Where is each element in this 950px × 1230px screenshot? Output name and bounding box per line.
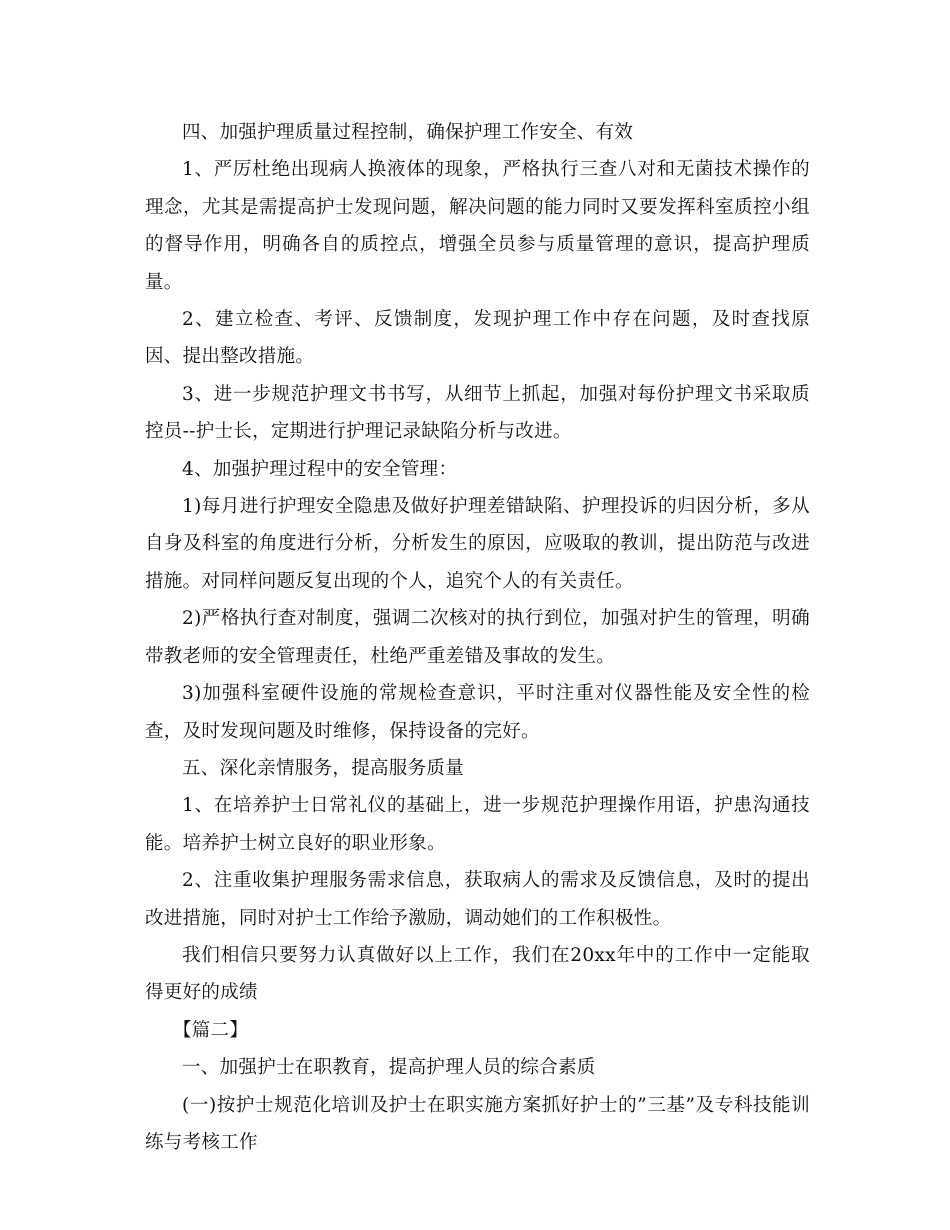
part-heading: 【篇二】 bbox=[173, 1019, 249, 1041]
paragraph: 3)加强科室硬件设施的常规检查意识，平时注重对仪器性能及安全性的检查，及时发现问题及时维修，保持设备的完好。 bbox=[145, 683, 810, 742]
paragraph: 4、加强护理过程中的安全管理： bbox=[182, 458, 458, 480]
paragraph: 1)每月进行护理安全隐患及做好护理差错缺陷、护理投诉的归因分析，多从自身及科室的角度进行分析，分析发生的原因，应吸取的教训，提出防范与改进措施。对同样问题反复出现的个人，追究个人的有关责任。 bbox=[145, 496, 810, 592]
paragraph: 2、建立检查、考评、反馈制度，发现护理工作中存在问题，及时查找原因、提出整改措施。 bbox=[145, 309, 810, 368]
paragraph: 3、进一步规范护理文书书写，从细节上抓起，加强对每份护理文书采取质控员--护士长，定期进行护理记录缺陷分析与改进。 bbox=[145, 383, 810, 443]
document-body bbox=[145, 114, 810, 1161]
section-heading-1: 一、加强护士在职教育，提高护理人员的综合素质 bbox=[182, 1057, 596, 1079]
paragraph: 1、在培养护士日常礼仪的基础上，进一步规范护理操作用语，护患沟通技能。培养护士树立良好的职业形象。 bbox=[145, 795, 810, 854]
paragraph: (一)按护士规范化培训及护士在职实施方案抓好护士的”三基”及专科技能训练与考核工作 bbox=[145, 1094, 810, 1153]
paragraph: 2)严格执行查对制度，强调二次核对的执行到位，加强对护生的管理，明确带教老师的安全管理责任，杜绝严重差错及事故的发生。 bbox=[145, 608, 810, 667]
paragraph: 1、严厉杜绝出现病人换液体的现象，严格执行三查八对和无菌技术操作的理念，尤其是需提高护士发现问题，解决问题的能力同时又要发挥科室质控小组的督导作用，明确各自的质控点，增强全员参与质量管理的意识，提高护理质量。 bbox=[145, 159, 810, 293]
section-heading-5: 五、深化亲情服务，提高服务质量 bbox=[182, 757, 465, 779]
paragraph: 我们相信只要努力认真做好以上工作，我们在20xx年中的工作中一定能取得更好的成绩 bbox=[145, 944, 810, 1004]
section-heading-4: 四、加强护理质量过程控制，确保护理工作安全、有效 bbox=[182, 122, 634, 143]
paragraph: 2、注重收集护理服务需求信息，获取病人的需求及反馈信息，及时的提出改进措施，同时对护士工作给予激励，调动她们的工作积极性。 bbox=[145, 870, 810, 929]
